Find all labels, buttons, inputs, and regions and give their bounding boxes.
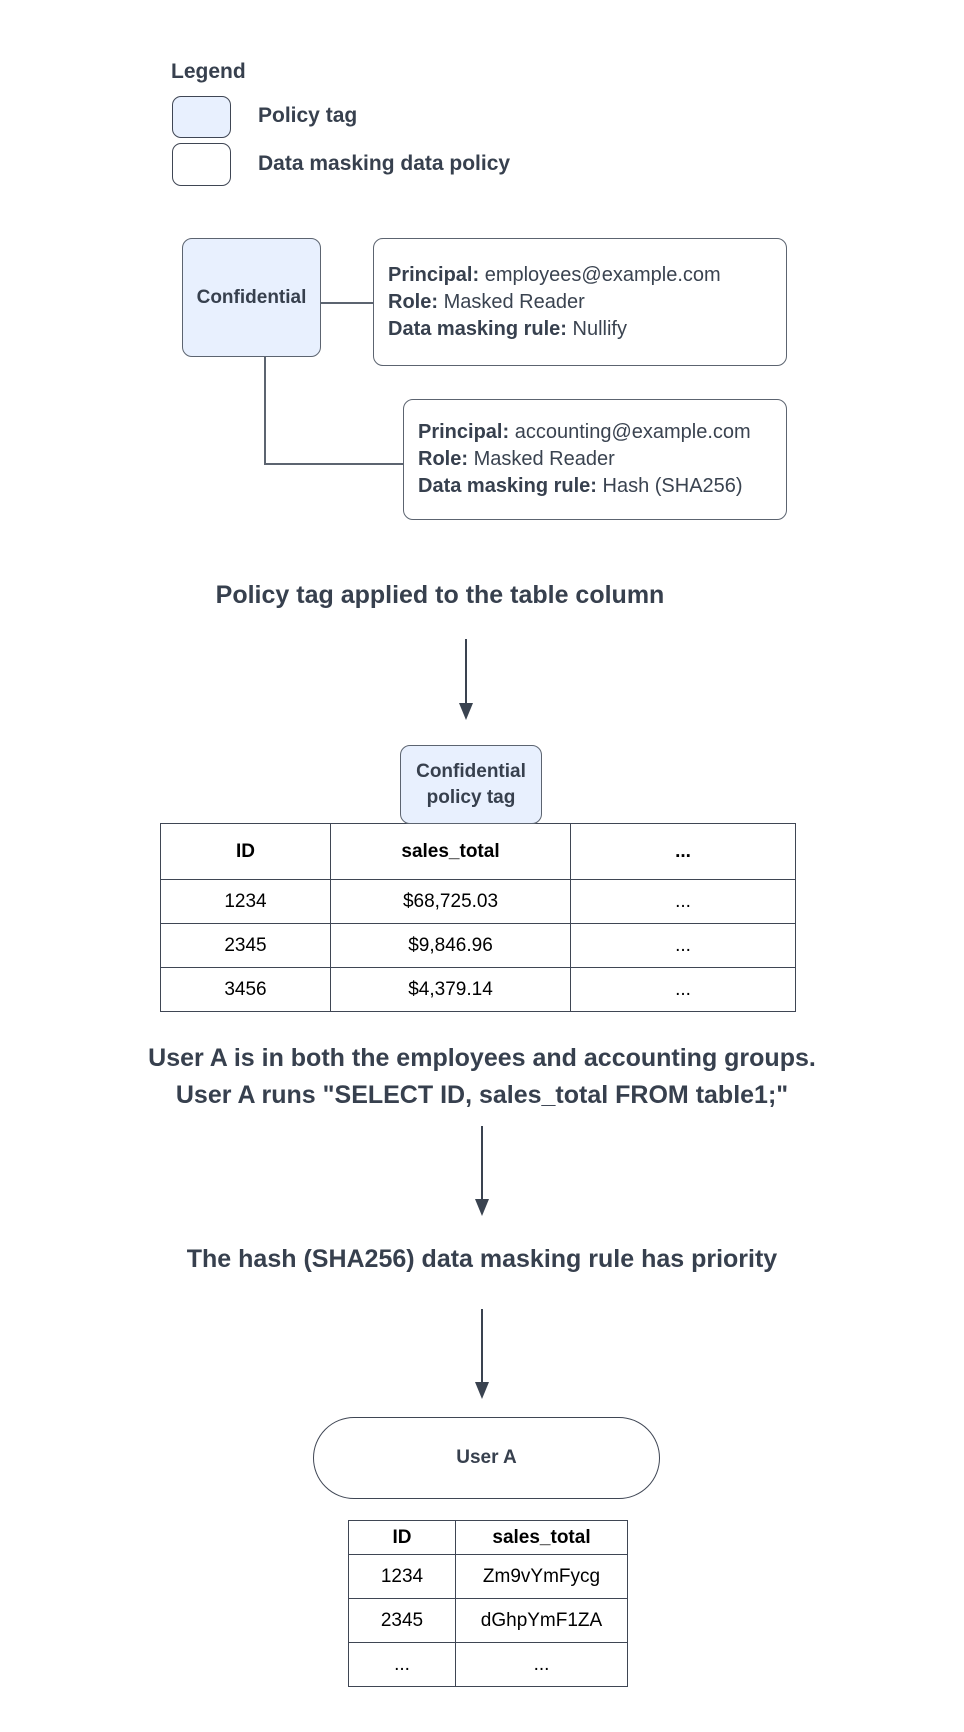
role-label: Role: — [388, 290, 438, 313]
down-arrowhead-icon — [475, 1382, 489, 1399]
principal-value: employees@example.com — [484, 263, 721, 286]
source-table-header-row — [161, 824, 796, 880]
down-arrowhead-icon — [459, 703, 473, 720]
table-row — [161, 880, 796, 924]
confidential-policy-tag-applied — [400, 745, 542, 824]
policy-principal-line — [388, 262, 786, 289]
data-policy-card-employees — [373, 238, 787, 366]
table-cell: ... — [571, 880, 796, 924]
policy-rule-line — [418, 473, 786, 500]
table-cell: ... — [571, 924, 796, 968]
table-cell: Zm9vYmFycg — [456, 1555, 628, 1599]
source-table-header-sales-total: sales_total — [331, 824, 571, 880]
policy-rule-line — [388, 316, 786, 343]
table-row — [349, 1599, 628, 1643]
tagbox-line2: policy tag — [426, 786, 516, 808]
table-row — [349, 1643, 628, 1687]
heading-user-groups — [0, 1040, 964, 1114]
table-cell: 3456 — [161, 968, 331, 1012]
table-cell: 2345 — [349, 1599, 456, 1643]
rule-value: Hash (SHA256) — [602, 475, 743, 497]
policy-role-line — [418, 446, 786, 473]
policy-tag-swatch — [172, 96, 231, 138]
connector-line — [264, 463, 403, 465]
result-table-header-id: ID — [349, 1521, 456, 1555]
down-arrow-shaft — [481, 1126, 483, 1201]
legend-item-label: Data masking data policy — [258, 152, 511, 175]
table-cell: $9,846.96 — [331, 924, 571, 968]
down-arrowhead-icon — [475, 1199, 489, 1216]
user-a-node: User A — [313, 1417, 660, 1499]
data-policy-card-accounting — [403, 399, 787, 520]
table-cell: 2345 — [161, 924, 331, 968]
source-table-header-id: ID — [161, 824, 331, 880]
data-masking-policy-swatch — [172, 143, 231, 186]
down-arrow-shaft — [481, 1309, 483, 1384]
source-table — [160, 823, 796, 1012]
legend-item-label: Policy tag — [258, 104, 358, 127]
connector-line — [321, 302, 373, 304]
legend-title: Legend — [171, 60, 246, 83]
down-arrow-shaft — [465, 639, 467, 705]
source-table-header-ellipsis: ... — [571, 824, 796, 880]
heading-user-groups-line2: User A runs "SELECT ID, sales_total FROM table1;" — [175, 1081, 789, 1109]
table-cell: 1234 — [349, 1555, 456, 1599]
principal-value: accounting@example.com — [514, 421, 751, 443]
heading-policy-tag-applied: Policy tag applied to the table column — [215, 581, 665, 609]
role-label: Role: — [418, 448, 468, 470]
table-cell: dGhpYmF1ZA — [456, 1599, 628, 1643]
policy-role-line — [388, 289, 786, 316]
rule-label: Data masking rule: — [388, 317, 567, 340]
heading-user-groups-line1: User A is in both the employees and accounting groups. — [148, 1044, 816, 1072]
table-row — [161, 968, 796, 1012]
rule-label: Data masking rule: — [418, 475, 597, 497]
table-cell: $68,725.03 — [331, 880, 571, 924]
principal-label: Principal: — [418, 421, 510, 443]
table-cell: $4,379.14 — [331, 968, 571, 1012]
role-value: Masked Reader — [473, 448, 615, 470]
table-row — [349, 1555, 628, 1599]
result-table — [348, 1520, 628, 1687]
rule-value: Nullify — [572, 317, 627, 340]
policy-principal-line — [418, 419, 786, 446]
principal-label: Principal: — [388, 263, 480, 286]
confidential-policy-tag-node: Confidential — [182, 238, 321, 357]
connector-line — [264, 357, 266, 464]
heading-hash-priority: The hash (SHA256) data masking rule has priority — [186, 1245, 778, 1273]
table-row — [161, 924, 796, 968]
result-table-header-row — [349, 1521, 628, 1555]
result-table-header-sales-total: sales_total — [456, 1521, 628, 1555]
tagbox-line1: Confidential — [416, 760, 526, 782]
table-cell: ... — [456, 1643, 628, 1687]
role-value: Masked Reader — [443, 290, 585, 313]
table-cell: ... — [571, 968, 796, 1012]
table-cell: 1234 — [161, 880, 331, 924]
table-cell: ... — [349, 1643, 456, 1687]
